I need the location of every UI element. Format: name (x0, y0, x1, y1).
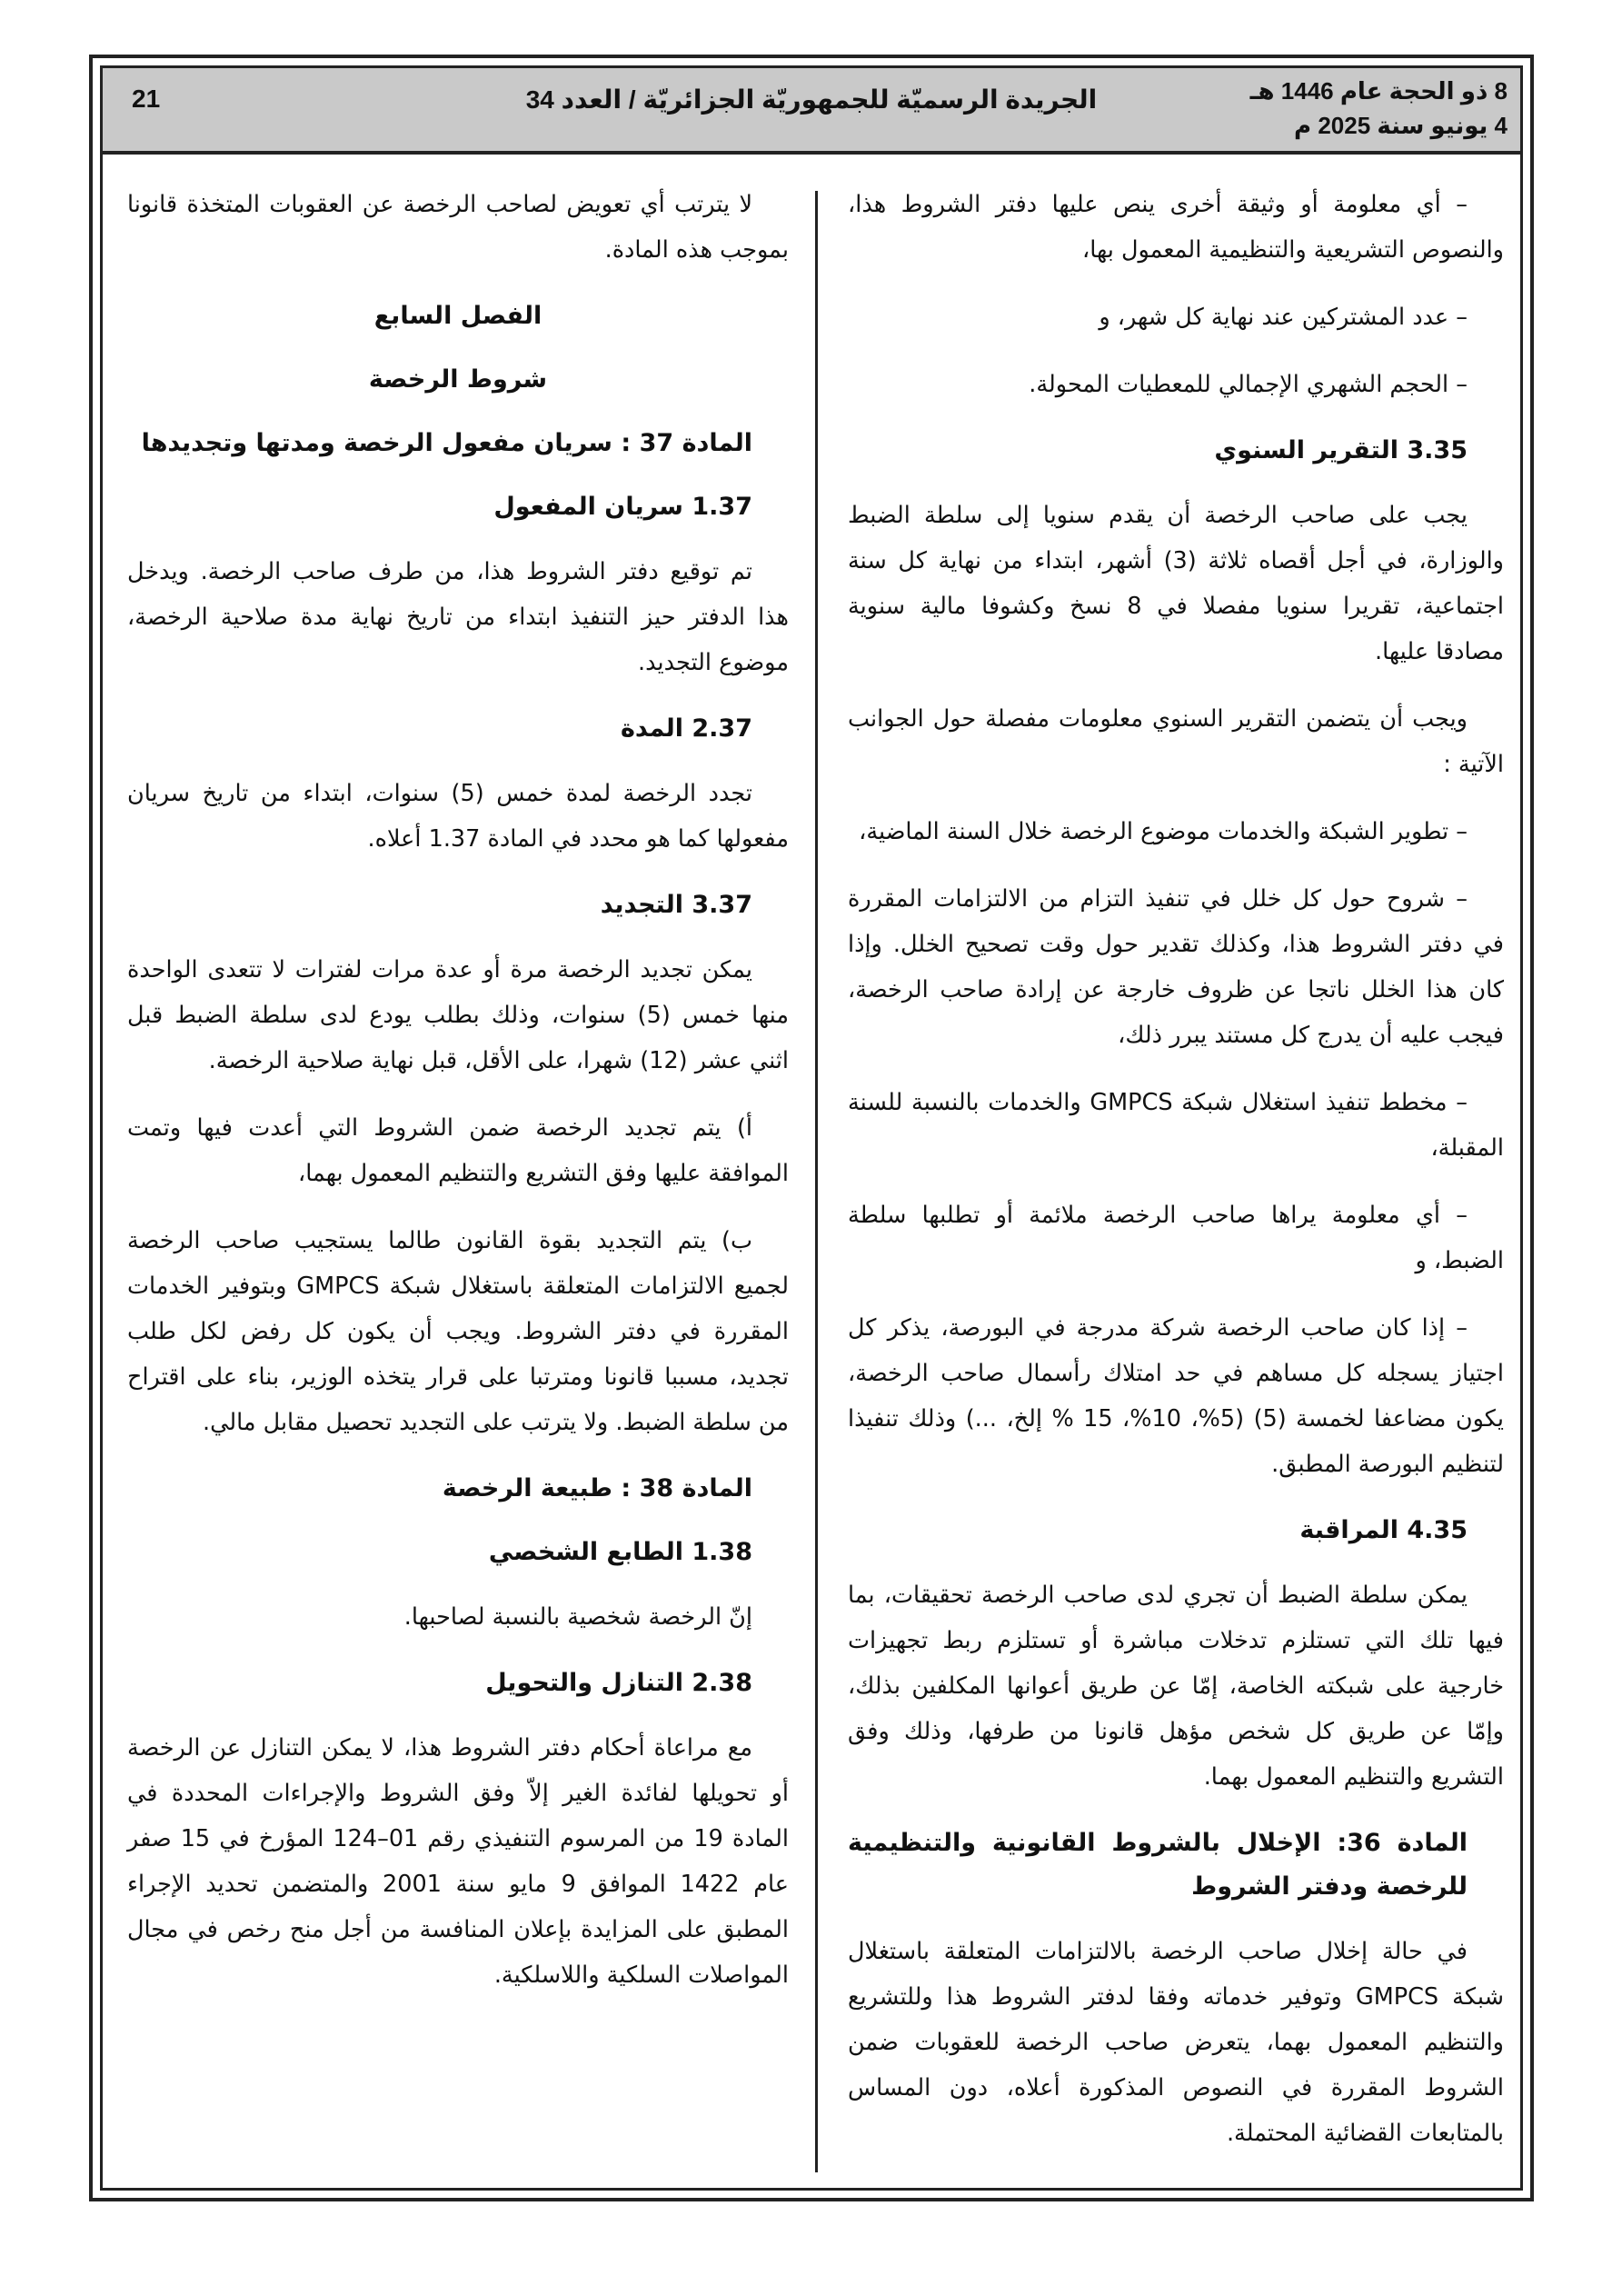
paragraph: في حالة إخلال صاحب الرخصة بالالتزامات المتعلقة باستغلال شبكة GMPCS وتوفير خدماته وفقا لدفتر الشروط هذا وللتشريع والتنظيم المعمول بهما، يتعرض صاحب الرخصة للعقوبات ضمن الشروط المقررة في النصوص المذكورة أعلاه، دون المساس بالمتابعات القضائية المحتملة. (848, 1938, 1504, 2147)
paragraph: يمكن تجديد الرخصة مرة أو عدة مرات لفترات لا تتعدى الواحدة منها خمس (5) سنوات، وذلك بطلب يودع لدى سلطة الضبط قبل اثني عشر (12) شهرا، على الأقل، قبل نهاية صلاحية الرخصة. (127, 956, 789, 1074)
paragraph: – أي معلومة أو وثيقة أخرى ينص عليها دفتر الشروط هذا، والنصوص التشريعية والتنظيمية المعمول بها، (848, 191, 1504, 264)
paragraph: ويجب أن يتضمن التقرير السنوي معلومات مفصلة حول الجوانب الآتية : (848, 705, 1504, 778)
section-heading: المادة 38 : طبيعة الرخصة (442, 1474, 752, 1502)
paragraph: – عدد المشتركين عند نهاية كل شهر، و (1099, 304, 1468, 331)
page-header (103, 68, 1520, 155)
page-number: 21 (132, 85, 161, 113)
paragraph: – مخطط تنفيذ استغلال شبكة GMPCS والخدمات بالنسبة للسنة المقبلة، (848, 1089, 1504, 1162)
paragraph: – شروح حول كل خلل في تنفيذ التزام من الالتزامات المقررة في دفتر الشروط هذا، وكذلك تقدير حول وقت تصحيح الخلل. وإذا كان هذا الخلل ناتجا عن ظروف خارجة عن إرادة صاحب الرخصة، فيجب عليه أن يدرج كل مستند يبرر ذلك، (848, 885, 1504, 1049)
section-heading: 4.35 المراقبة (1299, 1516, 1468, 1544)
section-heading: شروط الرخصة (368, 365, 548, 394)
paragraph: يجب على صاحب الرخصة أن يقدم سنويا إلى سلطة الضبط والوزارة، في أجل أقصاه ثلاثة (3) أشهر، ابتداء من نهاية كل سنة اجتماعية، تقريرا سنويا مفصلا في 8 نسخ وكشوفا مالية سنوية مصادقا عليها. (848, 502, 1504, 665)
paragraph: إنّ الرخصة شخصية بالنسبة لصاحبها. (403, 1603, 752, 1631)
paragraph: مع مراعاة أحكام دفتر الشروط هذا، لا يمكن التنازل عن الرخصة أو تحويلها لفائدة الغير إلاّ وفق الشروط والإجراءات المحددة في المادة 19 من المرسوم التنفيذي رقم 01–124 المؤرخ في 15 صفر عام 1422 الموافق 9 مايو سنة 2001 والمتضمن تحديد الإجراء المطبق على المزايدة بإعلان المنافسة من أجل منح رخص في مجال المواصلات السلكية واللاسلكية. (127, 1734, 790, 1989)
section-heading: 1.37 سريان المفعول (493, 493, 752, 521)
left-column (127, 182, 789, 2020)
section-heading: المادة 37 : سريان مفعول الرخصة ومدتها وتجديدها (141, 429, 752, 457)
paragraph: أ) يتم تجديد الرخصة ضمن الشروط التي أعدت فيها وتمت الموافقة عليها وفق التشريع والتنظيم المعمول بهما، (127, 1114, 789, 1187)
column-divider (815, 191, 818, 2172)
paragraph: ب) يتم التجديد بقوة القانون طالما يستجيب صاحب الرخصة لجميع الالتزامات المتعلقة باستغلال شبكة GMPCS وبتوفير الخدمات المقررة في دفتر الشروط. ويجب أن يكون كل رفض لكل طلب تجديد، مسببا قانونا ومترتبا على قرار يتخذه الوزير، بناء على اقتراح من سلطة الضبط. ولا يترتب على التجديد تحصيل مقابل مالي. (127, 1227, 789, 1436)
paragraph: لا يترتب أي تعويض لصاحب الرخصة عن العقوبات المتخذة قانونا بموجب هذه المادة. (127, 191, 789, 264)
section-heading: الفصل السابع (373, 302, 542, 330)
date-hijri: 8 ذو الحجة عام 1446 هـ (1249, 77, 1508, 105)
right-column (848, 182, 1504, 2178)
date-gregorian: 4 يونيو سنة 2025 م (1294, 112, 1508, 139)
paragraph: – أي معلومة يراها صاحب الرخصة ملائمة أو تطلبها سلطة الضبط، و (848, 1202, 1504, 1274)
section-heading: 2.38 التنازل والتحويل (485, 1669, 752, 1697)
section-heading: 2.37 المدة (620, 714, 752, 743)
paragraph: تجدد الرخصة لمدة خمس (5) سنوات، ابتداء من تاريخ سريان مفعولها كما هو محدد في المادة 1.37 أعلاه. (127, 780, 789, 853)
paragraph: يمكن سلطة الضبط أن تجري لدى صاحب الرخصة تحقيقات، بما فيها تلك التي تستلزم تدخلات مباشرة أو تستلزم ربط تجهيزات خارجية على شبكته الخاصة، إمّا عن طريق أعوانها المكلفين بذلك، وإمّا عن طريق كل شخص مؤهل قانونا من طرفها، وذلك وفق التشريع والتنظيم المعمول بهما. (848, 1582, 1504, 1791)
paragraph: – تطوير الشبكة والخدمات موضوع الرخصة خلال السنة الماضية، (859, 818, 1468, 845)
section-heading: 3.37 التجديد (600, 891, 752, 919)
section-heading: 1.38 الطابع الشخصي (488, 1538, 752, 1566)
paragraph: تم توقيع دفتر الشروط هذا، من طرف صاحب الرخصة. ويدخل هذا الدفتر حيز التنفيذ ابتداء من تاريخ نهاية مدة صلاحية الرخصة، موضوع التجديد. (127, 558, 789, 676)
paragraph: – إذا كان صاحب الرخصة شركة مدرجة في البورصة، يذكر كل اجتياز يسجله كل مساهم في حد امتلاك رأسمال صاحب الرخصة، يكون مضاعفا لخمسة (5) (5%، 10%، 15 % إلخ، ...) وذلك تنفيذا لتنظيم البورصة المطبق. (848, 1314, 1504, 1478)
paragraph: – الحجم الشهري الإجمالي للمعطيات المحولة. (1029, 371, 1468, 398)
section-heading: المادة 36: الإخلال بالشروط القانونية والتنظيمية للرخصة ودفتر الشروط (848, 1829, 1468, 1901)
gazette-title: الجريدة الرسميّة للجمهوريّة الجزائريّة / العدد 34 (525, 85, 1098, 114)
section-heading: 3.35 التقرير السنوي (1214, 436, 1468, 464)
